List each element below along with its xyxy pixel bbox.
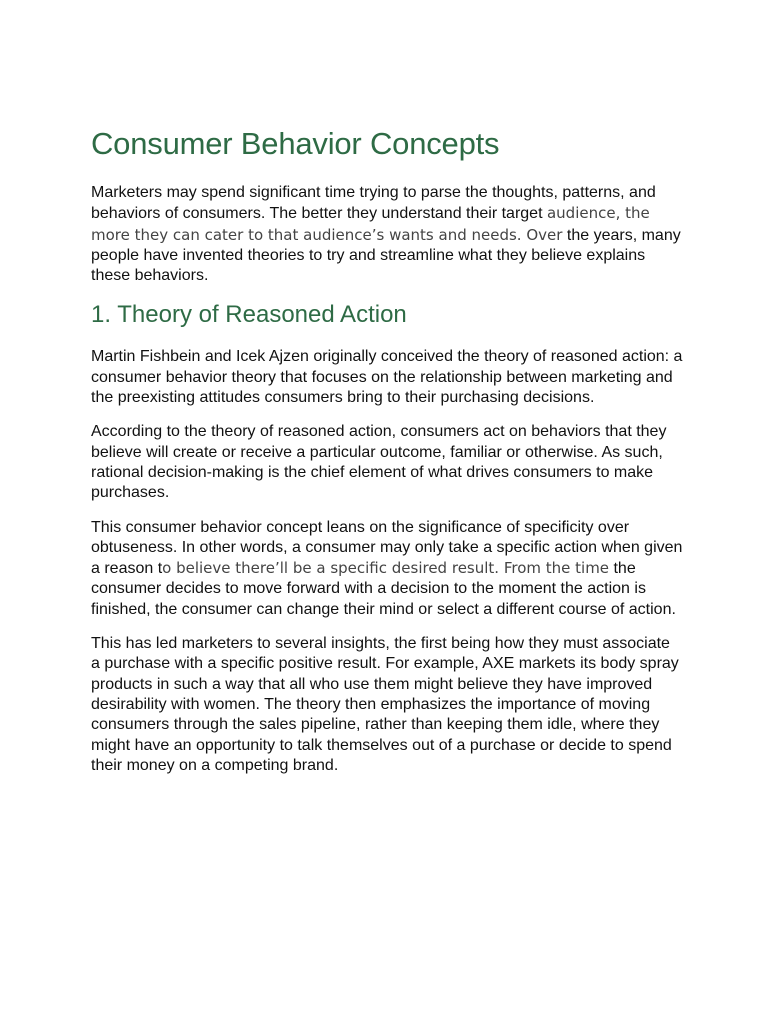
paragraph-2: According to the theory of reasoned action, consumers act on behaviors that they believe will create or receive a particular outcome, familiar or otherwise. As such, rational decision-making is the chief element of what drives consumers to make purchases. — [91, 423, 667, 502]
page-title: Consumer Behavior Concepts — [91, 126, 500, 161]
paragraph-3-part2: o believe there’ll be a specific desired result. From the time — [162, 559, 610, 578]
document-content — [91, 124, 683, 776]
paragraph-3-part1: This consumer behavior concept leans on the significance of specificity over obtuseness. In other words, a consumer may only take a specific action when given a reason t — [91, 518, 683, 578]
intro-text-part3: the years, many people have invented theories to try and streamline what they believe explains these behaviors. — [91, 226, 681, 285]
section-heading: 1. Theory of Reasoned Action — [91, 301, 407, 329]
intro-text-part1: Marketers may spend significant time trying to parse the thoughts, patterns, and behaviors of consumers. The better they understand their target — [91, 184, 656, 223]
intro-text-part2: audience, the more they can cater to that audience’s wants and needs. Over — [91, 204, 650, 244]
paragraph-4: This has led marketers to several insights, the first being how they must associate a purchase with a specific positive result. For example, AXE markets its body spray products in such a way that all who use them might believe they have improved desirability with women. The theory then emphasizes the importance of moving consumers through the sales pipeline, rather than keeping them idle, where they might have an opportunity to talk themselves out of a purchase or decide to spend their money on a competing brand. — [91, 635, 679, 774]
intro-paragraph — [91, 183, 683, 286]
paragraph-3 — [91, 518, 683, 620]
paragraph-1: Martin Fishbein and Icek Ajzen originally conceived the theory of reasoned action: a consumer behavior theory that focuses on the relationship between marketing and the preexisting attitudes consumers bring to their purchasing decisions. — [91, 348, 683, 407]
paragraph-3-part3: the consumer decides to move forward with a decision to the moment the action is finished, the consumer can change their mind or select a different course of action. — [91, 560, 676, 618]
